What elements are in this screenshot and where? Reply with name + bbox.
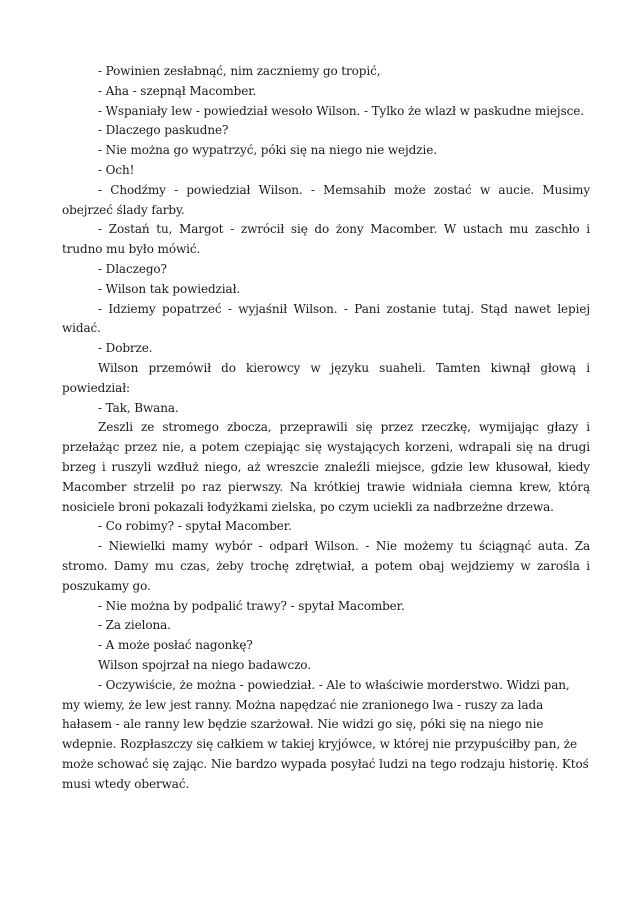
paragraph: - Niewielki mamy wybór - odparł Wilson. - Nie możemy tu ściągnąć auta. Za stromo. Damy mu czas, żeby trochę zdrętwiał, a potem obaj wejdziemy w zarośla i poszukamy go. [62,539,590,593]
paragraph: - Aha - szepnął Macomber. [98,83,257,98]
paragraph: - A może posłać nagonkę? [98,638,253,653]
paragraph: - Tak, Bwana. [98,400,179,415]
paragraph: Zeszli ze stromego zbocza, przeprawili się przez rzeczkę, wymijając głazy i przełażąc przez nie, a potem czepiając się wystających korzeni, wdrapali się na drugi brzeg i ruszyli wzdłuż niego, aż wreszcie znaleźli miejsce, gdzie lew kłusował, kiedy Macomber strzelił po raz pierwszy. Na krótkiej trawie widniała ciemna krew, którą nosiciele broni pokazali łodyżkami zielska, po czym uciekli za nadbrzeżne drzewa. [62,420,590,514]
paragraph: Wilson przemówił do kierowcy w języku suaheli. Tamten kiwnął głową i powiedział: [62,360,590,395]
paragraph: - Idziemy popatrzeć - wyjaśnił Wilson. - Pani zostanie tutaj. Stąd nawet lepiej widać. [62,301,590,336]
paragraph: - Za zielona. [98,618,171,633]
paragraph: - Nie można by podpalić trawy? - spytał Macomber. [98,598,405,613]
paragraph: - Co robimy? - spytał Macomber. [98,519,292,534]
paragraph: - Wspaniały lew - powiedział wesoło Wilson. - Tylko że wlazł w paskudne miejsce. [98,103,584,118]
document-page [62,62,590,794]
paragraph: - Oczywiście, że można - powiedział. - Ale to właściwie morderstwo. Widzi pan, my wiemy, że lew jest ranny. Można napędzać nie zranionego lwa - ruszy za lada hałasem - ale ranny lew będzie szarżował. Nie widzi go się, póki się na niego nie wdepnie. Rozpłaszczy się całkiem w takiej kryjówce, w której nie przypuściłby pan, że może schować się zając. Nie bardzo wypada posyłać ludzi na tego rodzaju historię. Ktoś musi wtedy oberwać. [62,677,589,791]
paragraph: - Nie można go wypatrzyć, póki się na niego nie wejdzie. [98,143,437,158]
paragraph: - Powinien zesłabnąć, nim zaczniemy go tropić, [98,64,381,78]
paragraph: Wilson spojrzał na niego badawczo. [98,657,311,672]
paragraph: - Och! [98,162,135,177]
paragraph: - Dobrze. [98,341,153,356]
paragraph: - Zostań tu, Margot - zwrócił się do żony Macomber. W ustach mu zaschło i trudno mu było mówić. [62,222,590,257]
paragraph: - Chodźmy - powiedział Wilson. - Memsahib może zostać w aucie. Musimy obejrzeć ślady farby. [62,182,590,217]
paragraph: - Dlaczego paskudne? [98,123,229,138]
paragraph: - Wilson tak powiedział. [98,281,241,296]
paragraph: - Dlaczego? [98,261,167,276]
